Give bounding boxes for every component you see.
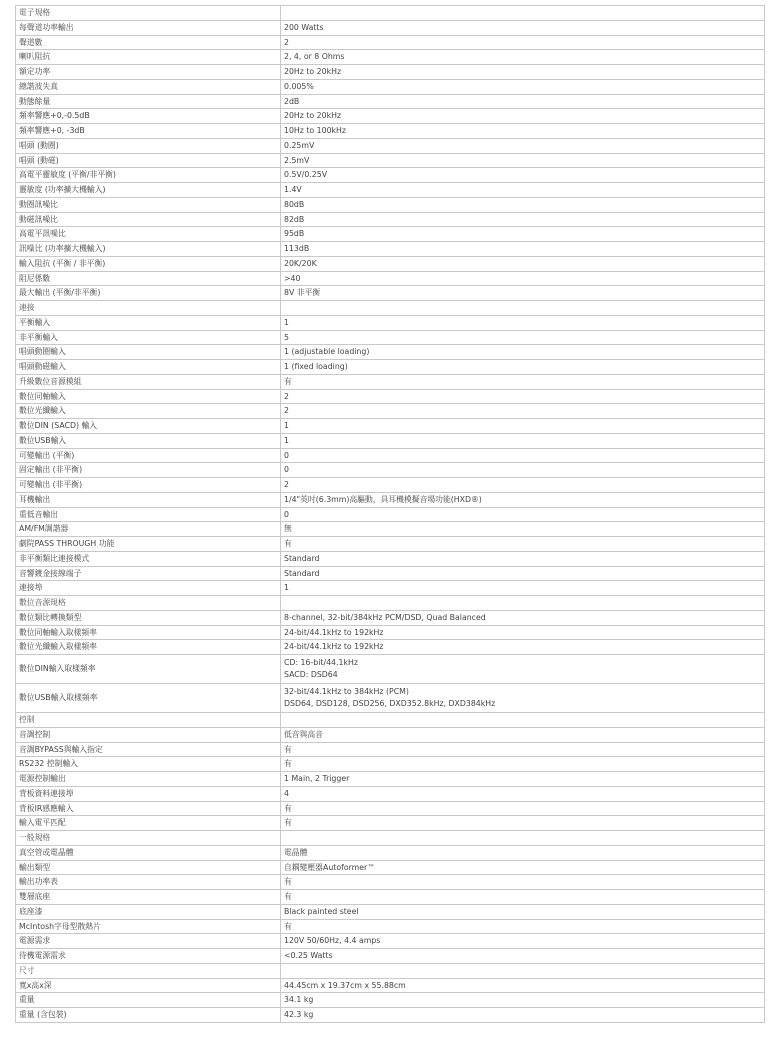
spec-value: 82dB xyxy=(281,212,765,227)
spec-label: 背板資料連接埠 xyxy=(16,786,281,801)
spec-label: 阻尼係數 xyxy=(16,271,281,286)
spec-value: 0.25mV xyxy=(281,138,765,153)
spec-label: 數位同軸輸入 xyxy=(16,389,281,404)
spec-label: 喇叭阻抗 xyxy=(16,50,281,65)
spec-value: 有 xyxy=(281,919,765,934)
spec-label: 劇院PASS THROUGH 功能 xyxy=(16,537,281,552)
spec-value xyxy=(281,655,765,684)
section-title: 一般規格 xyxy=(16,831,281,846)
spec-value: 24-bit/44.1kHz to 192kHz xyxy=(281,640,765,655)
spec-value: Standard xyxy=(281,551,765,566)
spec-label: 寬x高x深 xyxy=(16,978,281,993)
spec-value: 1 Main, 2 Trigger xyxy=(281,772,765,787)
spec-label: 輸入電平匹配 xyxy=(16,816,281,831)
spec-row xyxy=(16,801,765,816)
spec-label: AM/FM調諧器 xyxy=(16,522,281,537)
spec-row xyxy=(16,978,765,993)
spec-value: <0.25 Watts xyxy=(281,949,765,964)
spec-value: 1 xyxy=(281,433,765,448)
spec-label: 可變輸出 (非平衡) xyxy=(16,478,281,493)
spec-row xyxy=(16,389,765,404)
spec-value: 1 (fixed loading) xyxy=(281,360,765,375)
spec-label: 訊噪比 (功率擴大機輸入) xyxy=(16,242,281,257)
spec-label: 額定功率 xyxy=(16,65,281,80)
spec-row xyxy=(16,610,765,625)
spec-row xyxy=(16,522,765,537)
spec-label: 頻率響應+0, -3dB xyxy=(16,124,281,139)
spec-value: 電晶體 xyxy=(281,845,765,860)
spec-value: 1 (adjustable loading) xyxy=(281,345,765,360)
spec-label: 總諧波失真 xyxy=(16,79,281,94)
spec-row xyxy=(16,183,765,198)
spec-value: Standard xyxy=(281,566,765,581)
spec-value: 120V 50/60Hz, 4.4 amps xyxy=(281,934,765,949)
spec-value: 有 xyxy=(281,875,765,890)
spec-label: 輸出類型 xyxy=(16,860,281,875)
section-title: 尺寸 xyxy=(16,963,281,978)
spec-row xyxy=(16,286,765,301)
spec-label: 動磁訊噪比 xyxy=(16,212,281,227)
spec-row xyxy=(16,79,765,94)
spec-label: 重量 xyxy=(16,993,281,1008)
spec-row xyxy=(16,360,765,375)
spec-label: 數位USB輸入取樣頻率 xyxy=(16,684,281,713)
section-title: 電子規格 xyxy=(16,6,281,21)
spec-value: 有 xyxy=(281,757,765,772)
spec-value: 2 xyxy=(281,389,765,404)
spec-label: 數位類比轉換類型 xyxy=(16,610,281,625)
spec-row xyxy=(16,757,765,772)
spec-label: 頻率響應+0,-0.5dB xyxy=(16,109,281,124)
spec-row xyxy=(16,168,765,183)
spec-row xyxy=(16,860,765,875)
spec-value: 2 xyxy=(281,404,765,419)
spec-row xyxy=(16,448,765,463)
spec-label: 數位光纖輸入 xyxy=(16,404,281,419)
spec-row xyxy=(16,625,765,640)
spec-table xyxy=(15,5,765,1023)
spec-label: RS232 控制輸入 xyxy=(16,757,281,772)
spec-table-body xyxy=(16,6,765,1023)
spec-label: McIntosh字母型散熱片 xyxy=(16,919,281,934)
section-header-row xyxy=(16,6,765,21)
spec-row xyxy=(16,742,765,757)
spec-label: 高電平靈敏度 (平衡/非平衡) xyxy=(16,168,281,183)
spec-row xyxy=(16,94,765,109)
spec-row xyxy=(16,551,765,566)
spec-label: 數位同軸輸入取樣頻率 xyxy=(16,625,281,640)
spec-row xyxy=(16,345,765,360)
spec-label: 平衡輸入 xyxy=(16,315,281,330)
spec-value-line: DSD64, DSD128, DSD256, DXD352.8kHz, DXD384kHz xyxy=(284,699,496,708)
spec-value: 1 xyxy=(281,315,765,330)
spec-label: 每聲道功率輸出 xyxy=(16,20,281,35)
spec-value: 20K/20K xyxy=(281,256,765,271)
spec-row xyxy=(16,684,765,713)
spec-value: 113dB xyxy=(281,242,765,257)
section-header-row xyxy=(16,301,765,316)
spec-row xyxy=(16,197,765,212)
spec-row xyxy=(16,727,765,742)
spec-value: 有 xyxy=(281,816,765,831)
spec-value: 2dB xyxy=(281,94,765,109)
section-empty-cell xyxy=(281,301,765,316)
spec-row xyxy=(16,655,765,684)
spec-value: 4 xyxy=(281,786,765,801)
section-title: 控制 xyxy=(16,713,281,728)
spec-label: 輸入阻抗 (平衡 / 非平衡) xyxy=(16,256,281,271)
spec-row xyxy=(16,330,765,345)
spec-label: 唱頭 (動圈) xyxy=(16,138,281,153)
spec-value: >40 xyxy=(281,271,765,286)
spec-value: 1 xyxy=(281,419,765,434)
spec-row xyxy=(16,404,765,419)
spec-row xyxy=(16,50,765,65)
spec-value: 200 Watts xyxy=(281,20,765,35)
section-header-row xyxy=(16,831,765,846)
spec-value: Black painted steel xyxy=(281,904,765,919)
spec-value: 0 xyxy=(281,507,765,522)
spec-value: 0.5V/0.25V xyxy=(281,168,765,183)
spec-label: 數位USB輸入 xyxy=(16,433,281,448)
section-header-row xyxy=(16,713,765,728)
spec-label: 唱頭動圈輸入 xyxy=(16,345,281,360)
spec-label: 雙層底座 xyxy=(16,890,281,905)
spec-value: 95dB xyxy=(281,227,765,242)
spec-value: 0 xyxy=(281,448,765,463)
spec-value: 有 xyxy=(281,742,765,757)
spec-row xyxy=(16,419,765,434)
spec-row xyxy=(16,537,765,552)
spec-row xyxy=(16,256,765,271)
spec-row xyxy=(16,138,765,153)
spec-label: 靈敏度 (功率擴大機輸入) xyxy=(16,183,281,198)
spec-value xyxy=(281,684,765,713)
spec-label: 高電平訊噪比 xyxy=(16,227,281,242)
spec-label: 電源需求 xyxy=(16,934,281,949)
spec-label: 重低音輸出 xyxy=(16,507,281,522)
spec-value: 自耦變壓器Autoformer™ xyxy=(281,860,765,875)
spec-label: 唱頭 (動磁) xyxy=(16,153,281,168)
spec-value: 80dB xyxy=(281,197,765,212)
spec-label: 固定輸出 (非平衡) xyxy=(16,463,281,478)
section-empty-cell xyxy=(281,596,765,611)
spec-label: 待機電源需求 xyxy=(16,949,281,964)
spec-label: 連接埠 xyxy=(16,581,281,596)
section-header-row xyxy=(16,963,765,978)
spec-label: 數位DIN (SACD) 輸入 xyxy=(16,419,281,434)
spec-label: 數位光纖輸入取樣頻率 xyxy=(16,640,281,655)
spec-value-line: CD: 16-bit/44.1kHz xyxy=(284,658,358,667)
spec-label: 數位DIN輸入取樣頻率 xyxy=(16,655,281,684)
spec-row xyxy=(16,109,765,124)
spec-row xyxy=(16,875,765,890)
spec-value: 8-channel, 32-bit/384kHz PCM/DSD, Quad Balanced xyxy=(281,610,765,625)
spec-label: 動圈訊噪比 xyxy=(16,197,281,212)
spec-value: 8V 非平衡 xyxy=(281,286,765,301)
spec-label: 音響鍍金接線端子 xyxy=(16,566,281,581)
spec-row xyxy=(16,566,765,581)
section-empty-cell xyxy=(281,713,765,728)
spec-label: 唱頭動磁輸入 xyxy=(16,360,281,375)
spec-row xyxy=(16,374,765,389)
spec-value: 5 xyxy=(281,330,765,345)
spec-label: 輸出功率表 xyxy=(16,875,281,890)
spec-row xyxy=(16,786,765,801)
spec-value: 低音與高音 xyxy=(281,727,765,742)
spec-row xyxy=(16,478,765,493)
spec-label: 最大輸出 (平衡/非平衡) xyxy=(16,286,281,301)
spec-row xyxy=(16,124,765,139)
spec-row xyxy=(16,35,765,50)
spec-row xyxy=(16,271,765,286)
spec-value: 10Hz to 100kHz xyxy=(281,124,765,139)
spec-value: 2.5mV xyxy=(281,153,765,168)
spec-row xyxy=(16,934,765,949)
spec-value: 1 xyxy=(281,581,765,596)
spec-value: 20Hz to 20kHz xyxy=(281,65,765,80)
spec-value: 有 xyxy=(281,374,765,389)
spec-label: 音調BYPASS與輸入指定 xyxy=(16,742,281,757)
spec-value: 2 xyxy=(281,478,765,493)
spec-row xyxy=(16,581,765,596)
spec-row xyxy=(16,433,765,448)
spec-label: 真空管或電晶體 xyxy=(16,845,281,860)
spec-row xyxy=(16,816,765,831)
spec-value: 無 xyxy=(281,522,765,537)
spec-label: 音調控制 xyxy=(16,727,281,742)
spec-value: 有 xyxy=(281,890,765,905)
spec-row xyxy=(16,20,765,35)
spec-row xyxy=(16,315,765,330)
spec-row xyxy=(16,507,765,522)
spec-value: 有 xyxy=(281,801,765,816)
spec-row xyxy=(16,949,765,964)
spec-label: 電源控制輸出 xyxy=(16,772,281,787)
section-empty-cell xyxy=(281,831,765,846)
spec-value: 24-bit/44.1kHz to 192kHz xyxy=(281,625,765,640)
spec-label: 聲道數 xyxy=(16,35,281,50)
spec-value: 2 xyxy=(281,35,765,50)
spec-row xyxy=(16,919,765,934)
spec-row xyxy=(16,242,765,257)
spec-value-line: SACD: DSD64 xyxy=(284,670,338,679)
section-empty-cell xyxy=(281,963,765,978)
spec-row xyxy=(16,890,765,905)
spec-row xyxy=(16,65,765,80)
spec-row xyxy=(16,993,765,1008)
spec-row xyxy=(16,492,765,507)
spec-value: 有 xyxy=(281,537,765,552)
section-title: 連接 xyxy=(16,301,281,316)
section-header-row xyxy=(16,596,765,611)
spec-value: 44.45cm x 19.37cm x 55.88cm xyxy=(281,978,765,993)
spec-label: 耳機輸出 xyxy=(16,492,281,507)
spec-row xyxy=(16,153,765,168)
spec-label: 背板IR感應輸入 xyxy=(16,801,281,816)
spec-value: 0.005% xyxy=(281,79,765,94)
section-empty-cell xyxy=(281,6,765,21)
spec-row xyxy=(16,904,765,919)
spec-value: 2, 4, or 8 Ohms xyxy=(281,50,765,65)
spec-row xyxy=(16,772,765,787)
spec-value: 42.3 kg xyxy=(281,1008,765,1023)
spec-value: 1.4V xyxy=(281,183,765,198)
spec-value: 34.1 kg xyxy=(281,993,765,1008)
spec-label: 非平衡類比連接模式 xyxy=(16,551,281,566)
spec-value: 20Hz to 20kHz xyxy=(281,109,765,124)
spec-row xyxy=(16,845,765,860)
spec-label: 升級數位音源模組 xyxy=(16,374,281,389)
spec-value-line: 32-bit/44.1kHz to 384kHz (PCM) xyxy=(284,687,409,696)
spec-label: 非平衡輸入 xyxy=(16,330,281,345)
spec-label: 可變輸出 (平衡) xyxy=(16,448,281,463)
spec-row xyxy=(16,640,765,655)
spec-value: 0 xyxy=(281,463,765,478)
spec-row xyxy=(16,1008,765,1023)
spec-row xyxy=(16,212,765,227)
section-title: 數位音源規格 xyxy=(16,596,281,611)
spec-row xyxy=(16,463,765,478)
spec-value: 1/4"英吋(6.3mm)高驅動，具耳機模擬音場功能(HXD®) xyxy=(281,492,765,507)
spec-label: 底座漆 xyxy=(16,904,281,919)
spec-row xyxy=(16,227,765,242)
spec-label: 動態餘量 xyxy=(16,94,281,109)
spec-label: 重量 (含包裝) xyxy=(16,1008,281,1023)
